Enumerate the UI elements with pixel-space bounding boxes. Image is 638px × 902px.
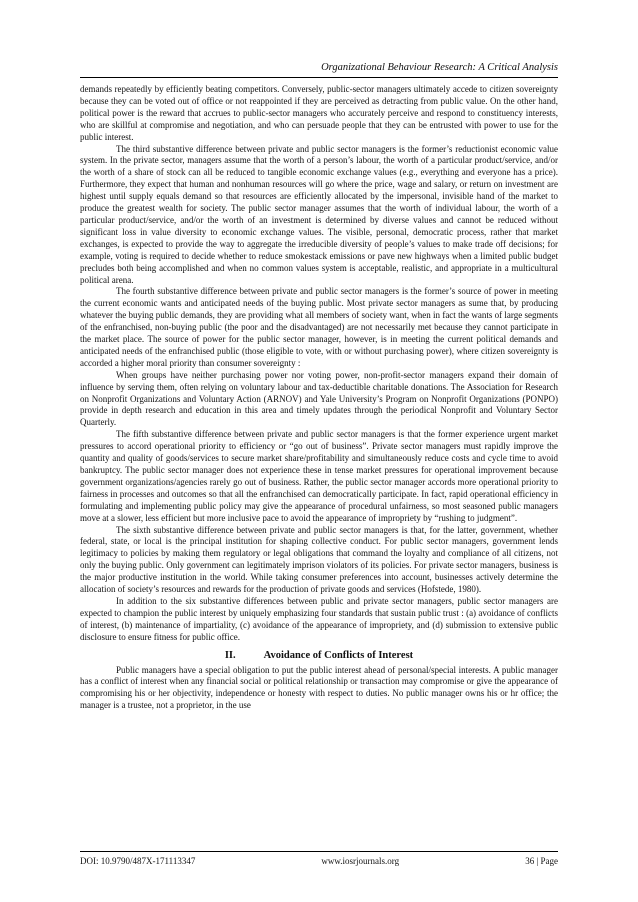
paragraph-nonprofit: When groups have neither purchasing power nor voting power, non-profit-sector managers expand their domain of influence by serving them, often relying on voluntary labour and tax-deductible charitable donations. The Association for Research on Nonprofit Organizations and Voluntary Action (ARNOV) and Yale University’s Program on Nonprofit Organizations (PONPO) provide in depth research and education in this area and timely updates through the periodical Nonprofit and Voluntary Sector Quarterly.	[80, 369, 558, 428]
footer-page-number: 36 | Page	[525, 856, 558, 866]
footer-rule	[80, 851, 558, 852]
page-footer	[80, 856, 558, 866]
paragraph-third-difference: The third substantive difference between private and public sector managers is the former’s reductionist economic value system. In the private sector, managers assume that the worth of a person’s labour, the worth of a particular product/service, and/or the worth of a share of stock can all be reduced to tangible economic exchange values (e.g., everything and everyone has a price). Furthermore, they expect that human and nonhuman resources will go where the price, wage and salary, or return on investment are highest until supply equals demand so that resources are efficiently allocated by the impersonal, invisible hand of the market to produce the greatest wealth for society. The public sector manager assumes that the worth of individual labour, the worth of a particular product/service, and/or the worth of an investment is determined by diverse values and cannot be reduced without significant loss in value diversity to economic exchange values. The visible, personal, democratic process, rather that market exchanges, is expected to provide the way to aggregate the irreducible diversity of people’s values to make trade off decisions; for example, voting is required to decide whether to reduce smokestack emissions or pave new highways when a limited public budget precludes both being accomplished and when no common values system is acceptable, realistic, and appropriate in a multicultural political arena.	[80, 143, 558, 285]
footer-doi: DOI: 10.9790/487X-171113347	[80, 856, 196, 866]
section-title: Avoidance of Conflicts of Interest	[263, 649, 414, 661]
paragraph-sixth-difference: The sixth substantive difference between private and public sector managers is that, for the latter, government, whether federal, state, or local is the principal institution for shaping collective conduct. For public sector managers, government lends legitimacy to policies by making them regulatory or legal obligations that command the loyalty and compliance of all citizens, not only the buying public. Only government can legitimately imprison violators of its policies. For private sector managers, business is the major productive institution in the world. While taking consumer preferences into account, businesses actively determine the allocation of society’s resources and rewards for the production of private goods and services (Hofstede, 1980).	[80, 524, 558, 595]
header-rule	[80, 77, 558, 78]
article-body	[80, 84, 558, 712]
paragraph-fourth-difference: The fourth substantive difference between private and public sector managers is the former’s source of power in meeting the current economic wants and anticipated needs of the buying public. Most private sector managers as sume that, by producing whatever the buying public demands, they are providing what all members of society want, when in fact the wants of large segments of the enfranchised, non-buying public (the poor and the disadvantaged) are not necessarily met because they cannot participate in the market place. The source of power for the public sector manager, however, is in meeting the current political demands and anticipated needs of the enfranchised public (those eligible to vote, with or without purchasing power), where citizen sovereignty is accorded a higher moral priority than consumer sovereignty :	[80, 286, 558, 368]
section-number: II.	[224, 649, 236, 661]
running-header: Organizational Behaviour Research: A Critical Analysis	[321, 62, 558, 73]
paragraph-public-trust: In addition to the six substantive differences between public and private sector managers, public sector managers are expected to champion the public interest by uniquely emphasizing four standards that sustain public trust : (a) avoidance of conflicts of interest, (b) maintenance of impartiality, (c) avoidance of the appearance of impropriety, and (d) submission to extensive public disclosure to ensure fitness for public office.	[80, 595, 558, 642]
section-heading	[80, 650, 558, 662]
paragraph-conflicts: Public managers have a special obligation to put the public interest ahead of personal/special interests. A public manager has a conflict of interest when any financial social or political relationship or transaction may compromise or give the appearance of compromising his or her objectivity, independence or honesty with respect to duties. No public manager owns his or hr office; the manager is a trustee, not a proprietor, in the use	[80, 664, 558, 711]
paragraph-fifth-difference: The fifth substantive difference between private and public sector managers is that the former experience urgent market pressures to accord operational priority to efficiency or “go out of business”. Private sector managers must rapidly improve the quantity and quality of goods/services to secure market share/profitability and simultaneously reduce costs and cycle time to avoid bankruptcy. The public sector manager does not experience these in tense market pressures for operational improvement because government organizations/agencies rarely go out of business. Rather, the public sector manager accords more operational priority to fairness in processes and outcomes so that all the enfranchised can democratically participate. In fact, rapid operational efficiency in formulating and implementing public policy may give the appearance of procedural unfairness, so most seasoned public managers move at a slower, less efficient but more inclusive pace to avoid the appearance of impropriety by “rushing to judgment”.	[80, 429, 558, 523]
paragraph-continuation: demands repeatedly by efficiently beating competitors. Conversely, public-sector managers ultimately accede to citizen sovereignty because they can be voted out of office or not reappointed if they are perceived as detracting from public value. On the other hand, political power is the reward that accrues to public-sector managers who accurately perceive and respond to constituency interests, who are skillful at compromise and negotiation, and who can persuade people that they can be entrusted with power to use for the public interest.	[80, 84, 558, 142]
footer-website: www.iosrjournals.org	[321, 856, 400, 866]
